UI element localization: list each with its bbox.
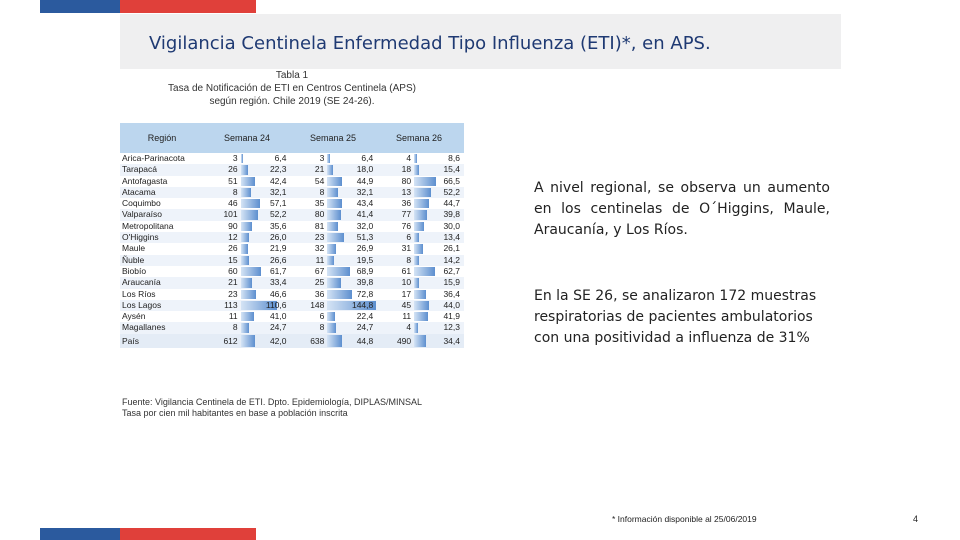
count-cell: 3 bbox=[232, 153, 238, 163]
count-cell: 17 bbox=[401, 288, 412, 299]
rate-cell bbox=[414, 243, 464, 254]
rate-value: 72,8 bbox=[356, 288, 374, 299]
count-cell: 21 bbox=[228, 277, 238, 288]
rate-bar bbox=[241, 188, 252, 197]
count-cell: 4 bbox=[406, 322, 412, 333]
column-header-week26: Semana 26 bbox=[395, 133, 443, 143]
rate-value: 26,9 bbox=[356, 243, 374, 254]
rate-value: 15,9 bbox=[443, 277, 460, 288]
rate-value: 110,6 bbox=[265, 299, 287, 310]
region-cell: Araucanía bbox=[122, 277, 161, 288]
rate-bar bbox=[241, 199, 260, 208]
rate-cell bbox=[327, 266, 377, 277]
rate-bar bbox=[241, 267, 262, 276]
count-cell: 80 bbox=[401, 175, 412, 186]
rate-value: 32,0 bbox=[356, 220, 374, 231]
rate-cell bbox=[414, 221, 464, 232]
region-cell: Atacama bbox=[122, 186, 156, 197]
rate-value: 44,0 bbox=[443, 299, 460, 310]
rate-cell bbox=[327, 198, 377, 209]
rate-value: 46,6 bbox=[269, 288, 287, 299]
count-cell: 10 bbox=[401, 277, 412, 288]
rate-bar bbox=[414, 199, 429, 208]
rate-cell bbox=[241, 232, 291, 243]
count-cell: 6 bbox=[406, 232, 412, 243]
regional-summary-paragraph: A nivel regional, se observa un aumento en los centinelas de O´Higgins, Maule, Araucanía, y Los Ríos. bbox=[534, 180, 830, 238]
rate-cell bbox=[414, 176, 464, 187]
rate-value: 36,4 bbox=[443, 288, 460, 299]
count-cell: 76 bbox=[401, 220, 412, 231]
rate-bar bbox=[414, 323, 418, 332]
table-row bbox=[120, 243, 464, 254]
rate-cell bbox=[241, 221, 291, 232]
rate-cell bbox=[241, 311, 291, 322]
footnote: * Información disponible al 25/06/2019 bbox=[612, 514, 757, 524]
rate-value: 52,2 bbox=[443, 186, 460, 197]
rate-value: 26,6 bbox=[269, 254, 287, 265]
rate-bar bbox=[327, 210, 341, 219]
rate-value: 44,8 bbox=[356, 335, 374, 346]
region-cell: Valparaíso bbox=[122, 209, 163, 220]
region-cell: Los Ríos bbox=[122, 288, 156, 299]
rate-cell bbox=[241, 277, 291, 288]
rate-value: 24,7 bbox=[269, 322, 287, 333]
rate-cell bbox=[327, 255, 377, 266]
rate-cell bbox=[241, 209, 291, 220]
rate-cell bbox=[414, 153, 464, 164]
count-cell: 8 bbox=[406, 254, 412, 265]
rate-value: 6,4 bbox=[361, 153, 374, 163]
rate-bar bbox=[241, 233, 250, 242]
region-cell: Magallanes bbox=[122, 322, 166, 333]
rate-bar bbox=[414, 244, 423, 253]
region-cell: O'Higgins bbox=[122, 232, 159, 243]
rate-cell bbox=[327, 334, 377, 348]
rate-bar bbox=[327, 154, 329, 163]
count-cell: 8 bbox=[319, 186, 325, 197]
rate-bar bbox=[414, 278, 419, 287]
rate-bar bbox=[414, 301, 429, 310]
title-banner bbox=[120, 14, 841, 69]
table-row bbox=[120, 300, 464, 311]
count-cell: 26 bbox=[228, 243, 238, 254]
table-caption bbox=[122, 69, 462, 108]
rate-bar bbox=[327, 188, 338, 197]
rate-bar bbox=[241, 335, 255, 347]
column-header-week24: Semana 24 bbox=[223, 133, 271, 143]
count-cell: 61 bbox=[401, 265, 412, 276]
rate-bar bbox=[414, 335, 425, 347]
rate-value: 44,9 bbox=[356, 175, 374, 186]
table-row bbox=[120, 198, 464, 209]
rate-cell bbox=[241, 255, 291, 266]
rate-value: 33,4 bbox=[269, 277, 287, 288]
rate-value: 24,7 bbox=[356, 322, 374, 333]
rate-value: 42,4 bbox=[269, 175, 287, 186]
rate-cell bbox=[241, 289, 291, 300]
rate-value: 14,2 bbox=[443, 254, 460, 265]
samples-summary-paragraph: En la SE 26, se analizaron 172 muestras respiratorias de pacientes ambulatorios con una positividad a influenza de 31% bbox=[534, 288, 817, 346]
region-cell: Antofagasta bbox=[122, 175, 168, 186]
rate-value: 39,8 bbox=[356, 277, 374, 288]
count-cell: 8 bbox=[232, 322, 238, 333]
table-source bbox=[122, 397, 422, 419]
rate-cell bbox=[327, 187, 377, 198]
region-cell: Coquimbo bbox=[122, 198, 161, 209]
source-line2: Tasa por cien mil habitantes en base a población inscrita bbox=[122, 408, 348, 418]
region-cell: Aysén bbox=[122, 311, 146, 322]
count-cell: 26 bbox=[228, 164, 238, 175]
rate-value: 68,9 bbox=[356, 265, 374, 276]
region-cell: País bbox=[122, 335, 140, 346]
rate-cell bbox=[241, 322, 291, 333]
rate-value: 21,9 bbox=[269, 243, 287, 254]
rate-value: 144,8 bbox=[351, 299, 374, 310]
rate-bar bbox=[327, 244, 336, 253]
rate-cell bbox=[327, 289, 377, 300]
rate-value: 19,5 bbox=[356, 254, 374, 265]
table-row bbox=[120, 289, 464, 300]
rate-value: 26,1 bbox=[443, 243, 460, 254]
count-cell: 35 bbox=[314, 198, 325, 209]
rate-value: 22,3 bbox=[269, 164, 287, 175]
count-cell: 11 bbox=[402, 311, 412, 322]
bottom-color-bar bbox=[40, 528, 256, 540]
source-line1: Fuente: Vigilancia Centinela de ETI. Dpto. Epidemiología, DIPLAS/MINSAL bbox=[122, 397, 422, 407]
rate-bar bbox=[327, 323, 335, 332]
rate-bar bbox=[414, 290, 426, 299]
rate-cell bbox=[241, 176, 291, 187]
rate-bar bbox=[241, 154, 243, 163]
count-cell: 3 bbox=[319, 153, 325, 163]
rate-value: 35,6 bbox=[269, 220, 287, 231]
rate-cell bbox=[414, 334, 464, 348]
notification-rate-table bbox=[120, 123, 464, 348]
rate-cell bbox=[414, 266, 464, 277]
rate-value: 61,7 bbox=[269, 265, 287, 276]
rate-cell bbox=[241, 266, 291, 277]
table-row bbox=[120, 255, 464, 266]
table-number: Tabla 1 bbox=[275, 70, 309, 81]
rate-cell bbox=[414, 232, 464, 243]
count-cell: 80 bbox=[314, 209, 325, 220]
table-body bbox=[120, 153, 464, 348]
table-row bbox=[120, 209, 464, 220]
rate-bar bbox=[414, 256, 419, 265]
rate-value: 30,0 bbox=[443, 220, 460, 231]
count-cell: 148 bbox=[310, 299, 325, 310]
rate-cell bbox=[327, 232, 377, 243]
rate-bar bbox=[327, 222, 338, 231]
region-cell: Biobío bbox=[122, 265, 147, 276]
table-row bbox=[120, 232, 464, 243]
rate-cell bbox=[327, 311, 377, 322]
rate-cell bbox=[414, 187, 464, 198]
rate-value: 66,5 bbox=[443, 175, 460, 186]
rate-cell bbox=[414, 209, 464, 220]
rate-value: 34,4 bbox=[443, 335, 460, 346]
rate-value: 22,4 bbox=[356, 311, 374, 322]
table-row bbox=[120, 277, 464, 288]
count-cell: 54 bbox=[314, 175, 325, 186]
rate-bar bbox=[414, 210, 427, 219]
rate-cell bbox=[327, 164, 377, 175]
rate-bar bbox=[327, 177, 342, 186]
count-cell: 67 bbox=[314, 265, 325, 276]
rate-bar bbox=[241, 244, 248, 253]
rate-value: 41,0 bbox=[269, 311, 287, 322]
table-row bbox=[120, 176, 464, 187]
rate-cell bbox=[241, 300, 291, 311]
count-cell: 23 bbox=[314, 232, 325, 243]
rate-bar bbox=[327, 290, 351, 299]
count-cell: 638 bbox=[310, 335, 325, 346]
rate-bar bbox=[241, 323, 249, 332]
rate-cell bbox=[414, 277, 464, 288]
rate-bar bbox=[327, 312, 334, 321]
rate-cell bbox=[327, 209, 377, 220]
rate-cell bbox=[327, 243, 377, 254]
count-cell: 15 bbox=[228, 254, 238, 265]
rate-bar bbox=[414, 177, 436, 186]
rate-cell bbox=[414, 300, 464, 311]
count-cell: 612 bbox=[223, 335, 238, 346]
count-cell: 46 bbox=[228, 198, 238, 209]
rate-bar bbox=[414, 233, 418, 242]
count-cell: 113 bbox=[224, 299, 238, 310]
count-cell: 36 bbox=[314, 288, 325, 299]
top-color-bar bbox=[40, 0, 256, 13]
count-cell: 60 bbox=[228, 265, 238, 276]
count-cell: 23 bbox=[228, 288, 238, 299]
rate-value: 32,1 bbox=[269, 186, 287, 197]
rate-bar bbox=[414, 188, 431, 197]
rate-cell bbox=[241, 187, 291, 198]
rate-value: 51,3 bbox=[356, 232, 374, 243]
rate-bar bbox=[241, 312, 255, 321]
table-row bbox=[120, 266, 464, 277]
region-cell: Los Lagos bbox=[122, 299, 162, 310]
table-title-line1: Tasa de Notificación de ETI en Centros Centinela (APS) bbox=[168, 83, 416, 94]
rate-value: 39,8 bbox=[443, 209, 460, 220]
rate-value: 6,4 bbox=[274, 153, 287, 163]
rate-cell bbox=[241, 153, 291, 164]
count-cell: 8 bbox=[232, 186, 238, 197]
rate-value: 15,4 bbox=[443, 164, 460, 175]
rate-bar bbox=[241, 210, 258, 219]
rate-value: 13,4 bbox=[443, 232, 460, 243]
count-cell: 45 bbox=[401, 299, 412, 310]
rate-cell bbox=[241, 164, 291, 175]
table-title-line2: según región. Chile 2019 (SE 24-26). bbox=[209, 96, 375, 107]
rate-cell bbox=[241, 334, 291, 348]
rate-bar bbox=[327, 199, 341, 208]
column-header-region: Región bbox=[147, 133, 177, 143]
rate-bar bbox=[414, 312, 428, 321]
rate-value: 42,0 bbox=[269, 335, 287, 346]
count-cell: 36 bbox=[401, 198, 412, 209]
count-cell: 21 bbox=[314, 164, 325, 175]
count-cell: 51 bbox=[228, 175, 238, 186]
rate-cell bbox=[414, 198, 464, 209]
table-row bbox=[120, 221, 464, 232]
table-row bbox=[120, 322, 464, 333]
table-row bbox=[120, 164, 464, 175]
count-cell: 31 bbox=[401, 243, 412, 254]
count-cell: 6 bbox=[319, 311, 325, 322]
rate-cell bbox=[414, 255, 464, 266]
count-cell: 18 bbox=[401, 164, 412, 175]
rate-bar bbox=[241, 290, 256, 299]
rate-value: 41,4 bbox=[356, 209, 374, 220]
region-cell: Maule bbox=[122, 243, 146, 254]
rate-cell bbox=[241, 243, 291, 254]
region-cell: Arica-Parinacota bbox=[122, 153, 185, 163]
count-cell: 77 bbox=[401, 209, 412, 220]
table-header-row bbox=[120, 123, 464, 153]
rate-cell bbox=[327, 153, 377, 164]
rate-cell bbox=[414, 311, 464, 322]
rate-bar bbox=[241, 177, 255, 186]
rate-cell bbox=[327, 300, 377, 311]
rate-bar bbox=[414, 222, 424, 231]
rate-value: 43,4 bbox=[356, 198, 374, 209]
count-cell: 81 bbox=[314, 220, 325, 231]
count-cell: 11 bbox=[315, 254, 325, 265]
rate-bar bbox=[327, 267, 350, 276]
rate-value: 41,9 bbox=[443, 311, 460, 322]
rate-bar bbox=[414, 267, 435, 276]
rate-cell bbox=[414, 322, 464, 333]
rate-cell bbox=[414, 164, 464, 175]
rate-cell bbox=[327, 221, 377, 232]
rate-bar bbox=[241, 165, 248, 174]
rate-bar bbox=[241, 278, 252, 287]
count-cell: 32 bbox=[314, 243, 325, 254]
rate-bar bbox=[327, 233, 344, 242]
rate-value: 12,3 bbox=[443, 322, 460, 333]
column-header-week25: Semana 25 bbox=[309, 133, 357, 143]
count-cell: 25 bbox=[314, 277, 325, 288]
rate-cell bbox=[414, 289, 464, 300]
count-cell: 8 bbox=[319, 322, 325, 333]
rate-bar bbox=[327, 278, 340, 287]
rate-cell bbox=[241, 198, 291, 209]
slide-title: Vigilancia Centinela Enfermedad Tipo Influenza (ETI)*, en APS. bbox=[149, 33, 711, 54]
count-cell: 101 bbox=[223, 209, 238, 220]
count-cell: 11 bbox=[228, 311, 238, 322]
rate-value: 62,7 bbox=[443, 265, 460, 276]
rate-value: 57,1 bbox=[269, 198, 287, 209]
table-row bbox=[120, 187, 464, 198]
rate-bar bbox=[327, 335, 342, 347]
count-cell: 13 bbox=[401, 186, 412, 197]
rate-value: 32,1 bbox=[356, 186, 374, 197]
table-row bbox=[120, 311, 464, 322]
page-number: 4 bbox=[913, 514, 919, 524]
region-cell: Metropolitana bbox=[122, 220, 174, 231]
rate-value: 44,7 bbox=[443, 198, 460, 209]
rate-value: 8,6 bbox=[448, 153, 460, 163]
count-cell: 490 bbox=[396, 335, 412, 346]
rate-bar bbox=[241, 256, 250, 265]
table-row bbox=[120, 153, 464, 164]
rate-cell bbox=[327, 176, 377, 187]
rate-bar bbox=[327, 256, 333, 265]
count-cell: 90 bbox=[228, 220, 238, 231]
count-cell: 12 bbox=[228, 232, 238, 243]
rate-bar bbox=[414, 165, 419, 174]
table-row bbox=[120, 334, 464, 348]
count-cell: 4 bbox=[406, 153, 412, 163]
rate-cell bbox=[327, 277, 377, 288]
rate-bar bbox=[327, 165, 333, 174]
rate-bar bbox=[414, 154, 417, 163]
rate-value: 18,0 bbox=[356, 164, 374, 175]
region-cell: Tarapacá bbox=[122, 164, 157, 175]
rate-cell bbox=[327, 322, 377, 333]
rate-bar bbox=[241, 222, 253, 231]
rate-value: 52,2 bbox=[269, 209, 287, 220]
rate-value: 26,0 bbox=[269, 232, 287, 243]
region-cell: Ñuble bbox=[122, 254, 145, 265]
